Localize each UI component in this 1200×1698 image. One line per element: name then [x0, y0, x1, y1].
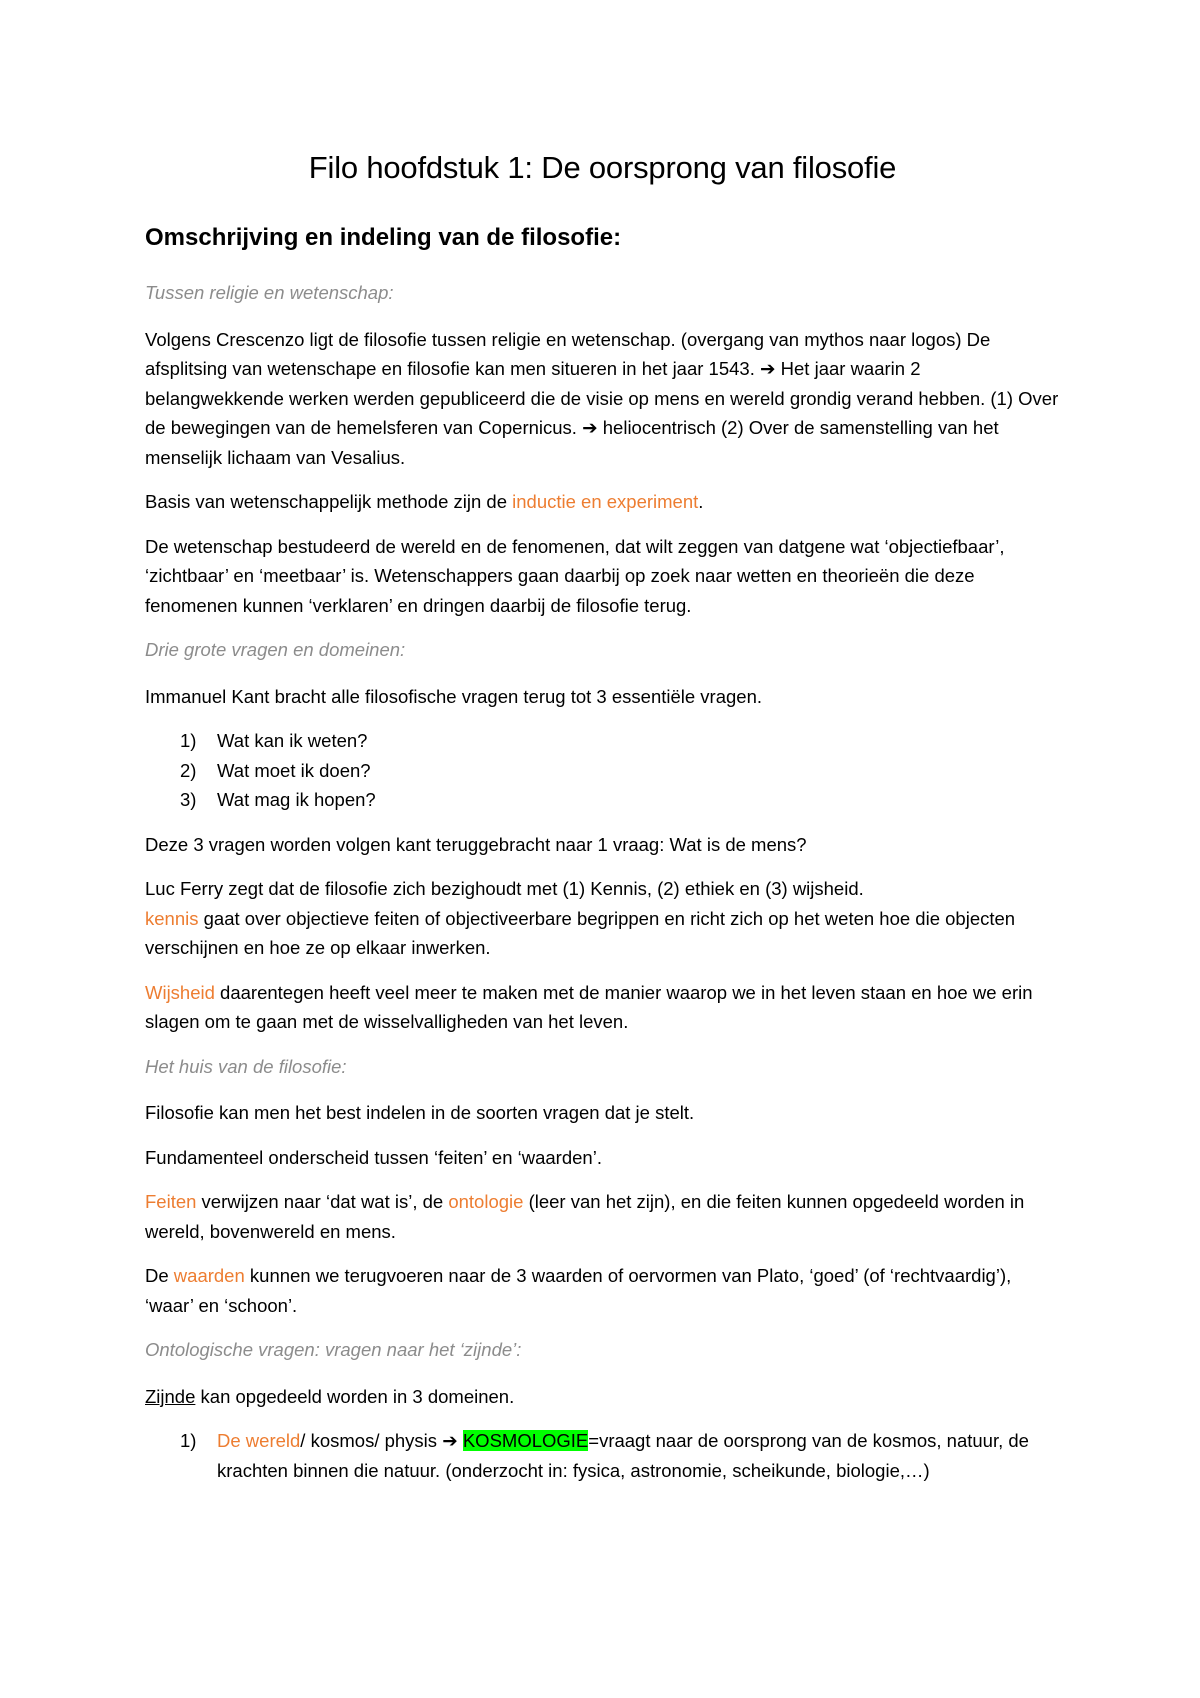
- list-item: [145, 726, 1060, 756]
- highlight-waarden: waarden: [173, 1265, 245, 1286]
- highlight-inductie: inductie en experiment: [512, 491, 699, 512]
- paragraph-wijsheid: [145, 978, 1060, 1037]
- domains-list: [145, 1426, 1060, 1485]
- list-item: [145, 756, 1060, 786]
- paragraph-mens: Deze 3 vragen worden volgen kant teruggebracht naar 1 vraag: Wat is de mens?: [145, 833, 807, 855]
- paragraph-text: / kosmos/ physis: [300, 1430, 443, 1451]
- highlight-wijsheid: Wijsheid: [145, 981, 215, 1003]
- list-item: [145, 785, 1060, 815]
- kant-questions-list: [145, 726, 1060, 815]
- subheading-drie-vragen: Drie grote vragen en domeinen:: [145, 639, 406, 660]
- highlight-wereld: De wereld: [217, 1430, 301, 1451]
- list-text: Wat mag ik hopen?: [217, 789, 376, 810]
- paragraph-wetenschap: De wetenschap bestudeerd de wereld en de fenomenen, dat wilt zeggen van datgene wat ‘objectiefbaar’, ‘zichtbaar’ en ‘meetbaar’ is. Wetenschappers gaan daarbij op zoek naar wetten en theorieën die deze fenomenen kunnen ‘verklaren’ en dringen daarbij de filosofie terug.: [145, 535, 1005, 616]
- section-heading: Omschrijving en indeling van de filosofie:: [145, 224, 622, 251]
- paragraph-text: =vraagt naar de oorsprong van de kosmos, natuur, de krachten binnen die natuur. (onderzocht in: fysica, astronomie, scheikunde, biologie,…): [217, 1430, 1029, 1481]
- list-text: Wat kan ik weten?: [217, 730, 368, 751]
- paragraph-ferry: [145, 874, 1060, 963]
- list-text: Wat moet ik doen?: [217, 759, 371, 781]
- paragraph-feiten: [145, 1187, 1060, 1246]
- paragraph-text: heliocentrisch (2) Over de samenstelling van het menselijk lichaam van Vesalius.: [145, 417, 999, 468]
- highlight-kennis: kennis: [145, 907, 199, 929]
- highlight-kosmologie: KOSMOLOGIE: [462, 1430, 589, 1451]
- paragraph-waarden: [145, 1261, 1060, 1320]
- paragraph-text: Het jaar waarin 2 belangwekkende werken werden gepubliceerd die de visie op mens en wereld grondig verand hebben. (1) Over de bewegingen van de hemelsferen van Copernicus.: [145, 358, 1059, 438]
- paragraph-text: .: [698, 491, 704, 512]
- paragraph-text: De: [145, 1265, 174, 1286]
- list-number: 2): [180, 759, 197, 781]
- arrow-right-icon: ➔: [760, 358, 776, 379]
- paragraph-crescenzo: [145, 325, 1060, 473]
- list-number: 1): [180, 730, 197, 751]
- paragraph-text: kunnen we terugvoeren naar de 3 waarden of oervormen van Plato, ‘goed’ (of ‘rechtvaardig’), ‘waar’ en ‘schoon’.: [145, 1265, 1012, 1316]
- paragraph-text: gaat over objectieve feiten of objectiveerbare begrippen en richt zich op het weten hoe die objecten verschijnen en hoe ze op elkaar inwerken.: [145, 907, 1016, 958]
- paragraph-text: daarentegen heeft veel meer te maken met de manier waarop we in het leven staan en hoe we erin slagen om te gaan met de wisselvalligheden van het leven.: [145, 981, 1033, 1032]
- paragraph-kant: Immanuel Kant bracht alle filosofische vragen terug tot 3 essentiële vragen.: [145, 685, 763, 707]
- highlight-feiten: Feiten: [145, 1191, 197, 1212]
- paragraph-methode: [145, 487, 1060, 517]
- arrow-right-icon: ➔: [582, 417, 598, 438]
- paragraph-text: (leer van het zijn), en die feiten kunnen opgedeeld worden in wereld, bovenwereld en mens.: [145, 1191, 1025, 1242]
- paragraph-text: verwijzen naar ‘dat wat is’, de: [196, 1191, 449, 1212]
- highlight-ontologie: ontologie: [448, 1191, 524, 1212]
- document-title: Filo hoofdstuk 1: De oorsprong van filosofie: [308, 150, 897, 185]
- list-text: [217, 1426, 1060, 1485]
- paragraph-indelen: Filosofie kan men het best indelen in de soorten vragen dat je stelt.: [145, 1102, 695, 1123]
- list-number: 3): [180, 789, 197, 810]
- subheading-ontologische-vragen: Ontologische vragen: vragen naar het ‘zijnde’:: [145, 1339, 522, 1360]
- paragraph-onderscheid: Fundamenteel onderscheid tussen ‘feiten’ en ‘waarden’.: [145, 1146, 602, 1168]
- underlined-zijnde: Zijnde: [145, 1385, 196, 1407]
- paragraph-text: Volgens Crescenzo ligt de filosofie tussen religie en wetenschap. (overgang van mythos naar logos) De afsplitsing van wetenschape en filosofie kan men situeren in het jaar 1543.: [145, 328, 991, 379]
- paragraph-text: Basis van wetenschappelijk methode zijn de: [145, 491, 513, 512]
- paragraph-text: kan opgedeeld worden in 3 domeinen.: [195, 1385, 515, 1407]
- paragraph-zijnde: [145, 1382, 1060, 1412]
- list-number: 1): [180, 1430, 197, 1451]
- subheading-religie-wetenschap: Tussen religie en wetenschap:: [145, 282, 394, 303]
- list-item: [145, 1426, 1060, 1485]
- arrow-right-icon: ➔: [442, 1430, 458, 1451]
- subheading-huis-filosofie: Het huis van de filosofie:: [145, 1055, 347, 1077]
- paragraph-text: Luc Ferry zegt dat de filosofie zich bezighoudt met (1) Kennis, (2) ethiek en (3) wijsheid.: [145, 878, 864, 899]
